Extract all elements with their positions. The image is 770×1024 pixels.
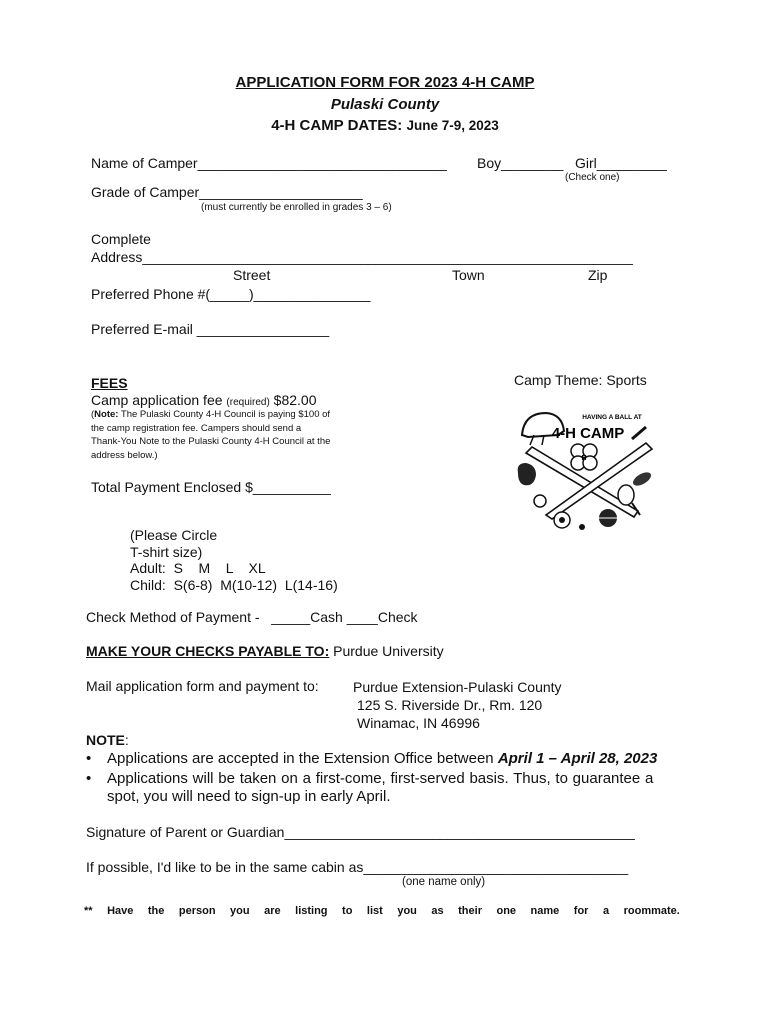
address-field[interactable]: Address_______________________________________________________________ [91,249,633,265]
roommate-note [84,905,680,917]
bullet-1-text: Applications are accepted in the Extension Office between [107,750,494,767]
racket-icon [618,485,634,505]
roommate-word: name [530,905,560,917]
roommate-word: you [397,905,417,917]
note-bold: Note: [94,409,119,420]
roommate-word: a [602,905,610,917]
camp-dates [0,117,770,134]
roommate-word: person [178,905,216,917]
cabin-note: (one name only) [402,876,486,888]
complete-label: Complete [91,231,151,247]
mail-line-2: 125 S. Riverside Dr., Rm. 120 [357,697,543,713]
boy-checkbox-field[interactable]: Boy________ [477,155,564,171]
bullet-1-dates: April 1 – April 28, 2023 [497,750,658,767]
cabin-mate-field[interactable]: If possible, I'd like to be in the same cabin as__________________________________ [86,859,629,875]
roommate-word: are [264,905,281,917]
mail-line-3: Winamac, IN 46996 [357,715,480,731]
street-label: Street [233,267,271,283]
roommate-word: Have [107,905,134,917]
roommate-word: one [496,905,517,917]
girl-checkbox-field[interactable]: Girl_________ [575,155,667,171]
tshirt-adult-sizes[interactable]: Adult: S M L XL [130,560,266,576]
camp-logo-graphic [514,405,664,533]
camp-dates-label: 4-H CAMP DATES: [271,117,403,134]
logo-top-text: HAVING A BALL AT [582,414,642,421]
camp-fee-line [91,392,317,408]
note-colon: : [124,732,129,748]
camp-theme-label: Camp Theme: Sports [514,372,647,388]
roommate-word: their [458,905,482,917]
note-line-4: address below.) [91,449,158,461]
golf-ball-icon [579,524,585,530]
form-title: APPLICATION FORM FOR 2023 4-H CAMP [235,74,535,91]
zip-label: Zip [588,267,608,283]
camp-dates-value: June 7-9, 2023 [406,118,499,133]
tshirt-size-block [130,527,338,593]
roommate-word: for [573,905,589,917]
svg-text:H: H [581,455,587,462]
mail-label: Mail application form and payment to: [86,678,319,694]
payment-method-field[interactable]: Check Method of Payment - _____Cash ____Check [86,609,418,625]
roommate-word: roommate. [623,905,680,917]
total-payment-field[interactable]: Total Payment Enclosed $__________ [91,479,331,495]
note-paren: ( [91,409,95,420]
note-heading-text: NOTE [86,732,125,748]
payable-label: MAKE YOUR CHECKS PAYABLE TO: [86,643,330,659]
baseball-icon [534,495,546,507]
camp-fee-label: Camp application fee [91,392,223,408]
payable-to: Purdue University [333,643,444,659]
fees-heading: FEES [91,375,128,391]
tshirt-line-1: (Please Circle [130,527,218,543]
grade-note: (must currently be enrolled in grades 3 – 6) [201,202,392,213]
note-bullet-1 [86,750,686,768]
fee-note [91,408,330,462]
roommate-word: listing [295,905,328,917]
mail-line-1: Purdue Extension-Pulaski County [353,679,562,695]
check-one-note: (Check one) [565,172,620,183]
roommate-word: you [230,905,250,917]
payable-line [86,643,444,659]
roommate-word: list [366,905,383,917]
phone-field[interactable]: Preferred Phone #(_____)_______________ [91,286,371,302]
logo-main-text: 4-H CAMP [551,425,625,442]
note-heading [86,732,129,748]
football-icon [631,470,653,489]
email-field[interactable]: Preferred E-mail _________________ [91,321,330,337]
bullet-char: • [86,770,92,787]
note-line-3: Thank-You Note to the Pulaski County 4-H Council at the [91,436,331,447]
grade-field[interactable]: Grade of Camper_____________________ [91,184,363,200]
bullet-2-line-1: Applications will be taken on a first-come, first-served basis. Thus, to guarantee a [107,770,654,787]
note-line-1: The Pulaski County 4-H Council is paying $100 of [120,409,331,420]
signature-field[interactable]: Signature of Parent or Guardian_____________________________________________ [86,824,635,840]
town-label: Town [452,267,485,283]
roommate-word: ** [84,905,93,917]
note-bullet-2 [86,770,686,806]
county-name: Pulaski County [330,96,440,113]
camp-logo [514,405,664,533]
roommate-word: to [342,905,353,917]
mail-address [353,678,562,732]
bullet-char: • [86,750,92,767]
camp-fee-amount: $82.00 [273,392,317,408]
bullet-2-line-2: spot, you will need to sign-up in early April. [107,788,391,805]
note-line-2: the camp registration fee. Campers should send a [91,422,302,434]
tshirt-line-2[interactable]: T-shirt size) [130,543,203,560]
tshirt-child-sizes[interactable]: Child: S(6-8) M(10-12) L(14-16) [130,576,338,593]
camper-name-field[interactable]: Name of Camper________________________________ [91,155,447,171]
clover-icon [571,444,597,470]
roommate-word: as [431,905,444,917]
roommate-word: the [147,905,165,917]
camp-fee-required: (required) [226,397,270,408]
